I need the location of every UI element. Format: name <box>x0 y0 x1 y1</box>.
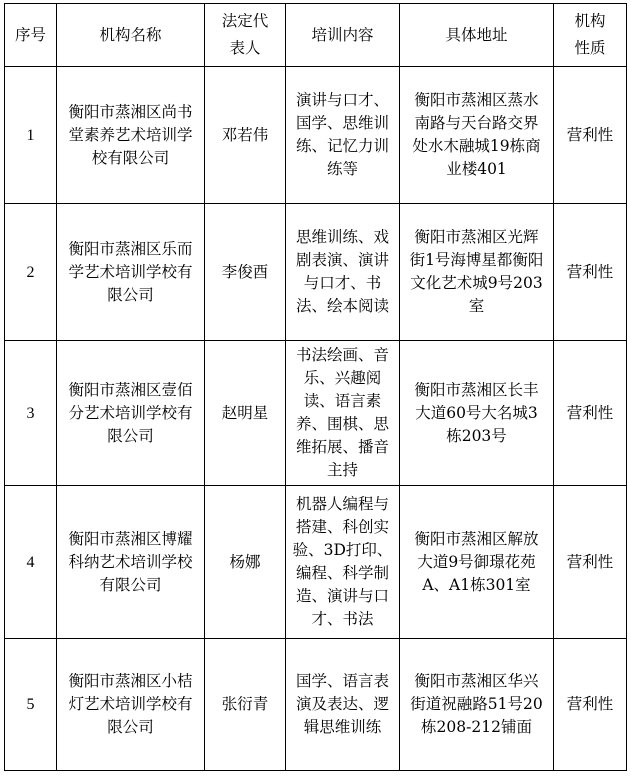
row-name: 衡阳市蒸湘区尚书堂素养艺术培训学校有限公司 <box>57 67 205 204</box>
row-rep: 赵明星 <box>205 341 286 486</box>
row-rep: 杨娜 <box>205 486 286 639</box>
row-content: 国学、语言表演及表达、逻辑思维训练 <box>286 639 400 771</box>
header-name: 机构名称 <box>57 4 205 67</box>
row-nature: 营利性 <box>554 67 627 204</box>
row-nature: 营利性 <box>554 341 627 486</box>
row-name: 衡阳市蒸湘区壹佰分艺术培训学校有限公司 <box>57 341 205 486</box>
header-address: 具体地址 <box>400 4 554 67</box>
row-content: 机器人编程与搭建、科创实验、3D打印、编程、科学制造、演讲与口才、书法 <box>286 486 400 639</box>
row-name: 衡阳市蒸湘区博耀科纳艺术培训学校有限公司 <box>57 486 205 639</box>
institution-table <box>4 3 627 771</box>
row-content: 书法绘画、音乐、兴趣阅读、语言素养、围棋、思维拓展、播音主持 <box>286 341 400 486</box>
row-rep: 李俊酉 <box>205 204 286 341</box>
table-row <box>5 341 627 486</box>
header-index: 序号 <box>5 4 57 67</box>
row-address: 衡阳市蒸湘区长丰大道60号大名城3栋203号 <box>400 341 554 486</box>
row-name: 衡阳市蒸湘区乐而学艺术培训学校有限公司 <box>57 204 205 341</box>
table-row <box>5 486 627 639</box>
table-row <box>5 204 627 341</box>
row-index: 5 <box>5 639 57 771</box>
row-index: 3 <box>5 341 57 486</box>
row-index: 1 <box>5 67 57 204</box>
row-content: 演讲与口才、国学、思维训练、记忆力训练等 <box>286 67 400 204</box>
row-address: 衡阳市蒸湘区蒸水南路与天台路交界处水木融城19栋商业楼401 <box>400 67 554 204</box>
header-content: 培训内容 <box>286 4 400 67</box>
row-index: 4 <box>5 486 57 639</box>
row-rep: 张衍青 <box>205 639 286 771</box>
header-rep: 法定代表人 <box>205 4 286 67</box>
row-name: 衡阳市蒸湘区小桔灯艺术培训学校有限公司 <box>57 639 205 771</box>
row-content: 思维训练、戏剧表演、演讲与口才、书法、绘本阅读 <box>286 204 400 341</box>
row-nature: 营利性 <box>554 639 627 771</box>
row-address: 衡阳市蒸湘区光辉街1号海博星都衡阳文化艺术城9号203室 <box>400 204 554 341</box>
header-nature: 机构性质 <box>554 4 627 67</box>
table-row <box>5 67 627 204</box>
header-row <box>5 4 627 67</box>
row-address: 衡阳市蒸湘区解放大道9号御璟花苑A、A1栋301室 <box>400 486 554 639</box>
row-nature: 营利性 <box>554 486 627 639</box>
row-rep: 邓若伟 <box>205 67 286 204</box>
row-nature: 营利性 <box>554 204 627 341</box>
row-index: 2 <box>5 204 57 341</box>
table-row <box>5 639 627 771</box>
row-address: 衡阳市蒸湘区华兴街道祝融路51号20栋208-212铺面 <box>400 639 554 771</box>
